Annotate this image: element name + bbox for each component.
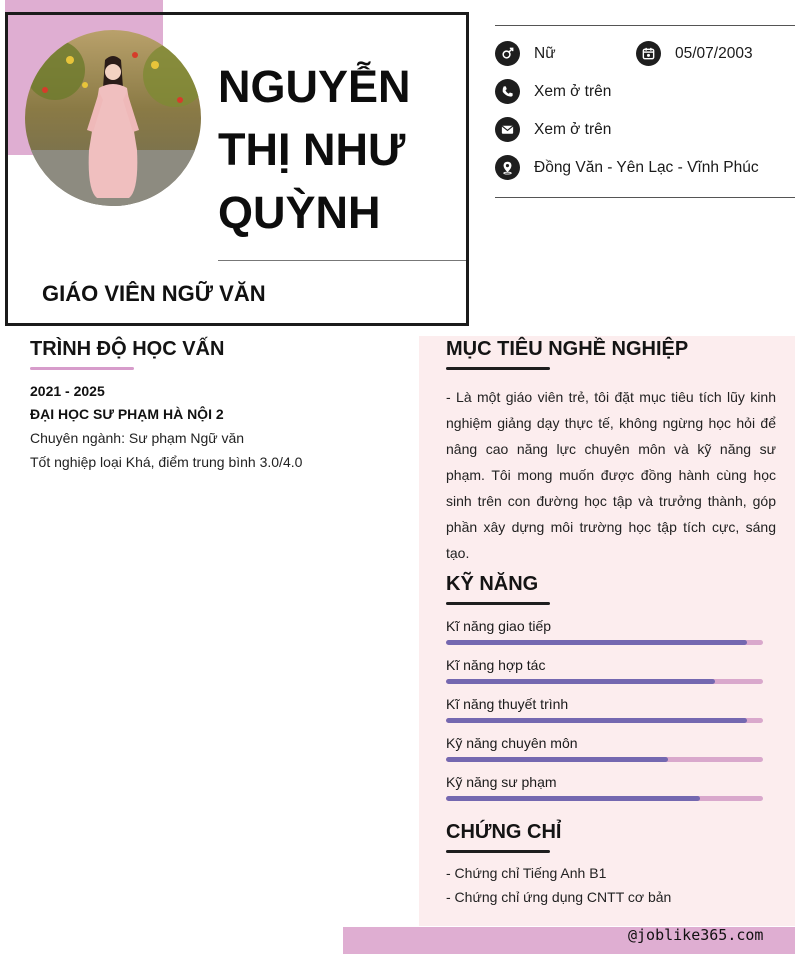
phone-value: Xem ở trên — [534, 82, 612, 100]
contact-birthdate — [636, 41, 753, 66]
contact-email — [495, 117, 611, 142]
watermark-text: @joblike365.com — [628, 926, 764, 944]
contact-address — [495, 155, 759, 180]
calendar-icon — [636, 41, 661, 66]
skill-fill — [446, 718, 747, 723]
certificates-title: CHỨNG CHỈ — [446, 821, 562, 843]
objective-title: MỤC TIÊU NGHỀ NGHIỆP — [446, 338, 689, 360]
gender-icon — [495, 41, 520, 66]
skill-track — [446, 640, 763, 645]
avatar-photo — [25, 30, 201, 206]
skill-item — [446, 696, 763, 723]
skill-label: Kỹ năng chuyên môn — [446, 735, 578, 751]
skill-fill — [446, 757, 668, 762]
skill-label: Kĩ năng thuyết trình — [446, 696, 569, 712]
certificate-item: - Chứng chỉ Tiếng Anh B1 — [446, 865, 607, 881]
education-major: Chuyên ngành: Sư phạm Ngữ văn — [30, 430, 245, 446]
location-icon — [495, 155, 520, 180]
address-value: Đồng Văn - Yên Lạc - Vĩnh Phúc — [534, 158, 759, 176]
education-years: 2021 - 2025 — [30, 383, 105, 399]
name-line-2: THỊ NHƯ — [218, 124, 406, 175]
name-line-1: NGUYỄN — [218, 61, 411, 112]
education-school: ĐẠI HỌC SƯ PHẠM HÀ NỘI 2 — [30, 406, 224, 422]
skill-label: Kĩ năng hợp tác — [446, 657, 546, 673]
skills-underline — [446, 602, 550, 605]
skill-track — [446, 796, 763, 801]
job-title: GIÁO VIÊN NGỮ VĂN — [42, 281, 266, 306]
education-section — [30, 338, 400, 470]
objective-text: - Là một giáo viên trẻ, tôi đặt mục tiêu tích lũy kinh nghiệm giảng dạy thực tế, không ngừng học hỏi để nâng cao năng lực chuyên môn và kỹ năng sư phạm. Tôi mong muốn được đồng hành cùng học sinh trên con đường học tập và trưởng thành, góp phần xây dựng môi trường học tập tích cực, sáng tạo. — [446, 389, 776, 561]
email-icon — [495, 117, 520, 142]
skill-fill — [446, 796, 700, 801]
skill-item — [446, 618, 763, 645]
certificates-section — [446, 821, 776, 905]
objective-section — [446, 338, 776, 566]
education-underline — [30, 367, 134, 370]
skill-track — [446, 757, 763, 762]
certificates-underline — [446, 850, 550, 853]
skill-label: Kĩ năng giao tiếp — [446, 618, 552, 634]
avatar — [25, 30, 201, 206]
phone-icon — [495, 79, 520, 104]
gender-value: Nữ — [534, 44, 556, 62]
contact-gender — [495, 41, 556, 66]
certificate-item: - Chứng chỉ ứng dụng CNTT cơ bản — [446, 889, 672, 905]
name-line-3: QUỲNH — [218, 187, 381, 238]
email-value: Xem ở trên — [534, 120, 612, 138]
skills-title: KỸ NĂNG — [446, 573, 539, 595]
candidate-name — [218, 55, 458, 244]
skill-track — [446, 718, 763, 723]
skill-fill — [446, 679, 715, 684]
skill-track — [446, 679, 763, 684]
education-title: TRÌNH ĐỘ HỌC VẤN — [30, 338, 225, 360]
skill-item — [446, 774, 763, 801]
birthdate-value: 05/07/2003 — [675, 44, 753, 62]
name-divider — [218, 260, 466, 261]
skill-label: Kỹ năng sư phạm — [446, 774, 557, 790]
contact-phone — [495, 79, 611, 104]
skill-item — [446, 735, 763, 762]
objective-underline — [446, 367, 550, 370]
skill-item — [446, 657, 763, 684]
education-result: Tốt nghiệp loại Khá, điểm trung bình 3.0/4.0 — [30, 454, 303, 470]
skills-section — [446, 573, 776, 605]
skill-fill — [446, 640, 747, 645]
